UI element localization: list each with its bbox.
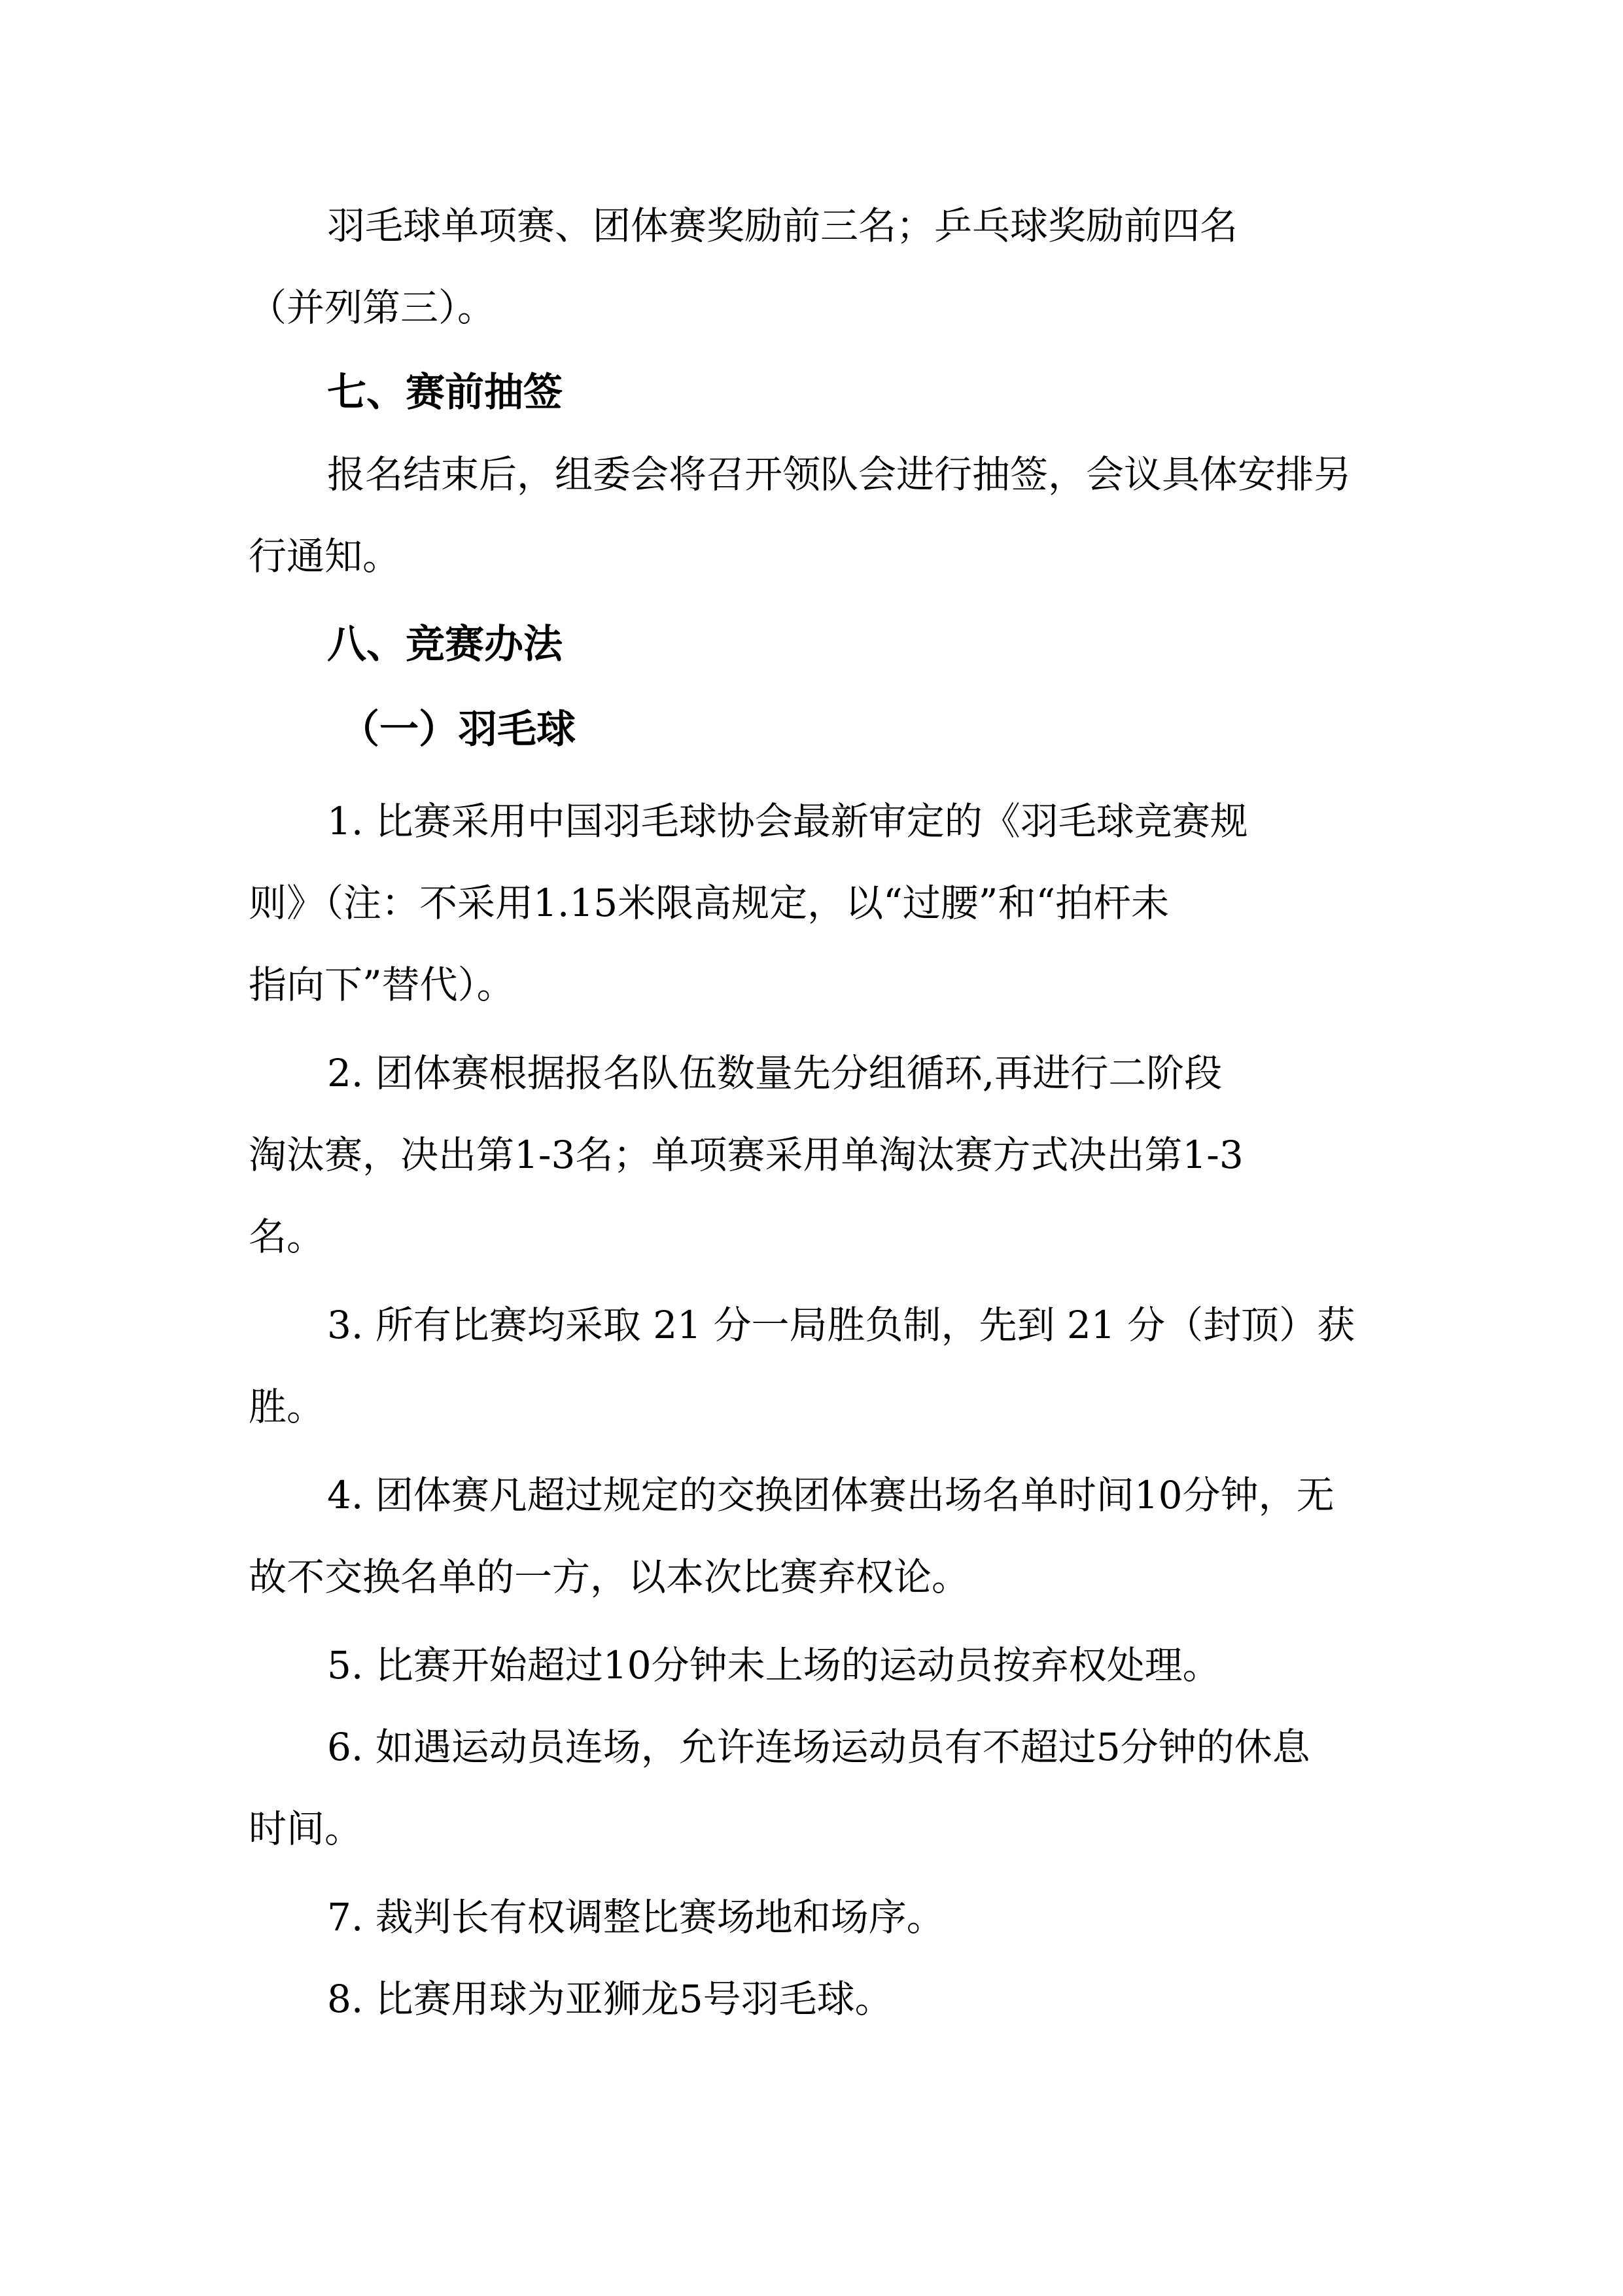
rule-5-line-1: 5. 比赛开始超过10分钟未上场的运动员按弃权处理。 — [327, 1643, 1221, 1687]
award-paragraph-line-2: （并列第三）。 — [249, 285, 496, 330]
section-heading-competition: 八、竞赛办法 — [327, 622, 563, 667]
rule-2-line-2: 淘汰赛，决出第1-3名；单项赛采用单淘汰赛方式决出第1-3 — [249, 1133, 1244, 1177]
rule-7-line-1: 7. 裁判长有权调整比赛场地和场序。 — [327, 1895, 945, 1939]
award-paragraph-line-1: 羽毛球单项赛、团体赛奖励前三名；乒乓球奖励前四名 — [327, 203, 1238, 248]
rule-4-line-1: 4. 团体赛凡超过规定的交换团体赛出场名单时间10分钟，无 — [327, 1473, 1335, 1517]
rule-8-line-1: 8. 比赛用球为亚狮龙5号羽毛球。 — [327, 1977, 893, 2021]
rule-1-line-1: 1. 比赛采用中国羽毛球协会最新审定的《羽毛球竞赛规 — [327, 799, 1248, 843]
rule-6-line-1: 6. 如遇运动员连场，允许连场运动员有不超过5分钟的休息 — [327, 1725, 1310, 1769]
rule-1-line-2: 则》（注：不采用1.15米限高规定，以“过腰”和“拍杆未 — [249, 881, 1170, 925]
draw-paragraph-line-1: 报名结束后，组委会将召开领队会进行抽签，会议具体安排另 — [327, 452, 1352, 497]
rule-3-line-1: 3. 所有比赛均采取 21 分一局胜负制，先到 21 分（封顶）获 — [327, 1303, 1355, 1347]
draw-paragraph-line-2: 行通知。 — [249, 534, 401, 578]
rule-1-line-3: 指向下”替代）。 — [249, 963, 515, 1007]
section-heading-draw: 七、赛前抽签 — [327, 370, 563, 415]
subsection-heading-badminton: （一）羽毛球 — [340, 707, 576, 752]
rule-2-line-1: 2. 团体赛根据报名队伍数量先分组循环,再进行二阶段 — [327, 1051, 1223, 1095]
rule-3-line-2: 胜。 — [249, 1385, 325, 1429]
rule-6-line-2: 时间。 — [249, 1807, 363, 1851]
rule-2-line-3: 名。 — [249, 1214, 325, 1259]
rule-4-line-2: 故不交换名单的一方，以本次比赛弃权论。 — [249, 1555, 970, 1599]
